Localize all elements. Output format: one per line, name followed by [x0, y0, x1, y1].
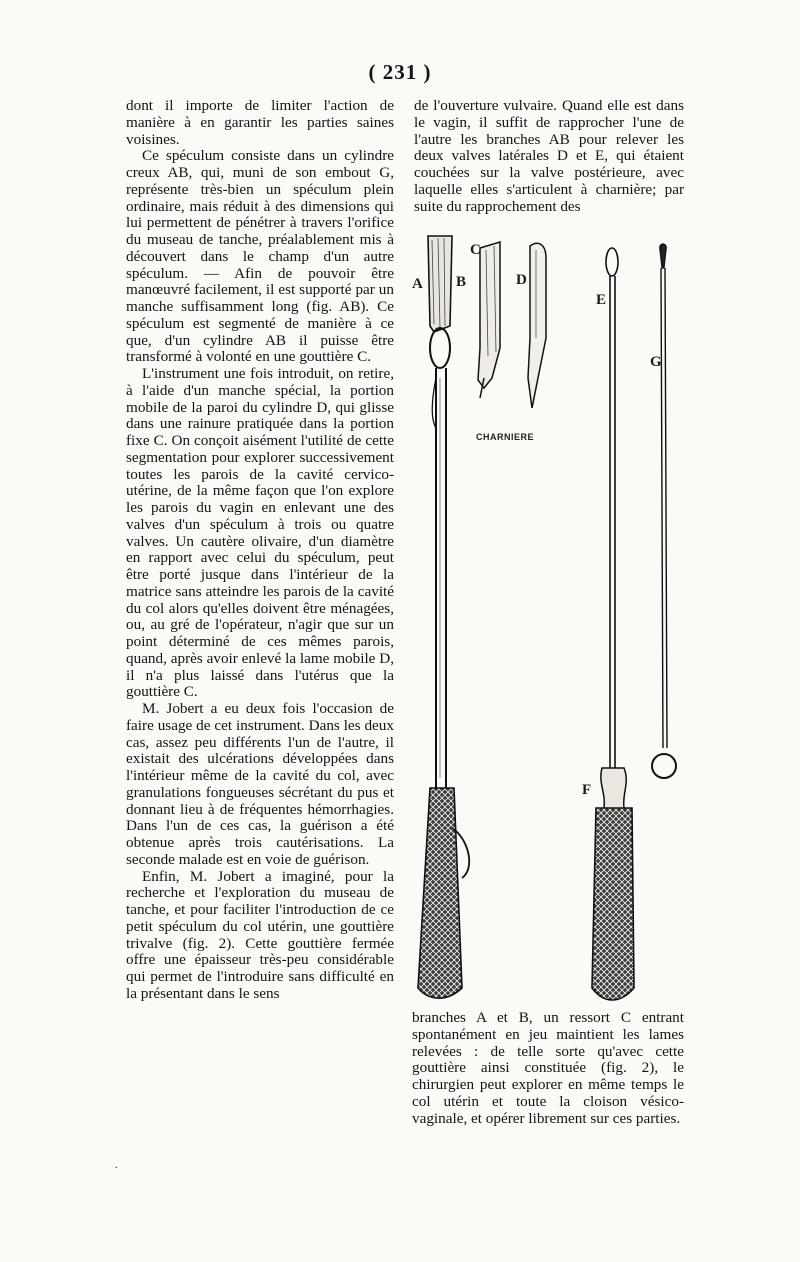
- paragraph: L'instrument une fois introduit, on retire, à l'aide d'un manche spécial, la portion mobile de la paroi du cylindre D, qui glisse dans une rainure pratiquée dans la portion fixe C. On conçoit aisément l'utilité de cette segmentation pour explorer successivement toutes les parois de la cavité cervico-utérine, de la même façon que l'on explore les parois du vagin en enlevant une des valves d'un spéculum à trois ou quatre valves. Un cautère olivaire, d'un diamètre en rapport avec celui du spéculum, peut être porté jusque dans l'intérieur de la matrice sans atteindre les parois de la cavité du col alors qu'elles doivent être ménagées, ou, au gré de l'opérateur, n'agir que sur un point déterminé de ces mêmes parois, quand, après avoir enlevé la lame mobile D, il n'a plus laissé dans l'utérus que la gouttière C.: [126, 365, 394, 701]
- label-f: F: [582, 782, 592, 798]
- right-column-top: [414, 98, 684, 215]
- label-a: A: [412, 276, 423, 292]
- right-column-bottom: [412, 1010, 684, 1127]
- gutter-part: [478, 242, 500, 398]
- paragraph: Enfin, M. Jobert a imaginé, pour la recherche et l'exploration du museau de tanche, et pour faciliter l'introduction de ce petit spéculum du col utérin, une gouttière trivalve (fig. 2). Cette gouttière fermée offre une épaisseur très-peu considérable qui permet de l'introduire sans difficulté en la présentant dans le sens: [126, 867, 394, 1002]
- olive-cautery: [592, 248, 634, 1000]
- label-e: E: [596, 292, 607, 308]
- paragraph: de l'ouverture vulvaire. Quand elle est dans le vagin, il suffit de rapprocher l'une de l'autre les branches AB pour relever les deux valves latérales D et E, qui étaient couchées sur la valve postérieure, avec laquelle elles s'articulent à charnière; par suite du rapprochement des: [414, 97, 684, 215]
- paragraph: M. Jobert a eu deux fois l'occasion de faire usage de cet instrument. Dans les deux cas, assez peu différents l'un de l'autre, il existait des ulcérations développées dans l'intérieur même de la cavité du col, avec granulations fongueuses sécrétant du pus et donnant lieu à de fréquentes hémorrhagies. Dans l'un de ces cas, la guérison a été obtenue après trois cautérisations. La seconde malade est en voie de guérison.: [126, 700, 394, 868]
- figure-caption: CHARNIERE: [476, 432, 535, 442]
- speculum-instrument: [418, 236, 469, 998]
- stray-mark: .: [115, 1160, 118, 1171]
- label-c: C: [470, 242, 481, 258]
- left-column: [126, 98, 394, 1003]
- mobile-blade-part: [528, 243, 546, 408]
- paragraph: dont il importe de limiter l'action de manière à en garantir les parties saines voisines.: [126, 97, 394, 148]
- paragraph: branches A et B, un ressort C entrant spontanément en jeu maintient les lames relevées : de telle sorte qu'avec cette gouttière ainsi constituée (fig. 2), le chirurgien peut explorer en même temps le col utérin et toute la cloison vésico-vaginale, et opérer librement sur ces parties.: [412, 1009, 684, 1127]
- label-g: G: [650, 354, 662, 370]
- instrument-illustration: [406, 228, 706, 1008]
- label-b: B: [456, 274, 467, 290]
- label-d: D: [516, 272, 527, 288]
- probe-g: [652, 244, 676, 778]
- instrument-figure: [406, 228, 706, 1008]
- page-number: ( 231 ): [368, 60, 432, 84]
- paragraph: Ce spéculum consiste dans un cylindre creux AB, qui, muni de son embout G, représente très-bien un spéculum plein ordinaire, mais réduit à des dimensions qui lui permettent de pénétrer à travers l'orifice du museau de tanche, préalablement mis à découvert dans le champ d'un autre spéculum. — Afin de pouvoir être manœuvré facilement, il est supporté par un manche suffisamment long (fig. AB). Ce spéculum est segmenté de manière à ce que, d'un cylindre AB il puisse être transformé à volonté en une gouttière C.: [126, 147, 394, 366]
